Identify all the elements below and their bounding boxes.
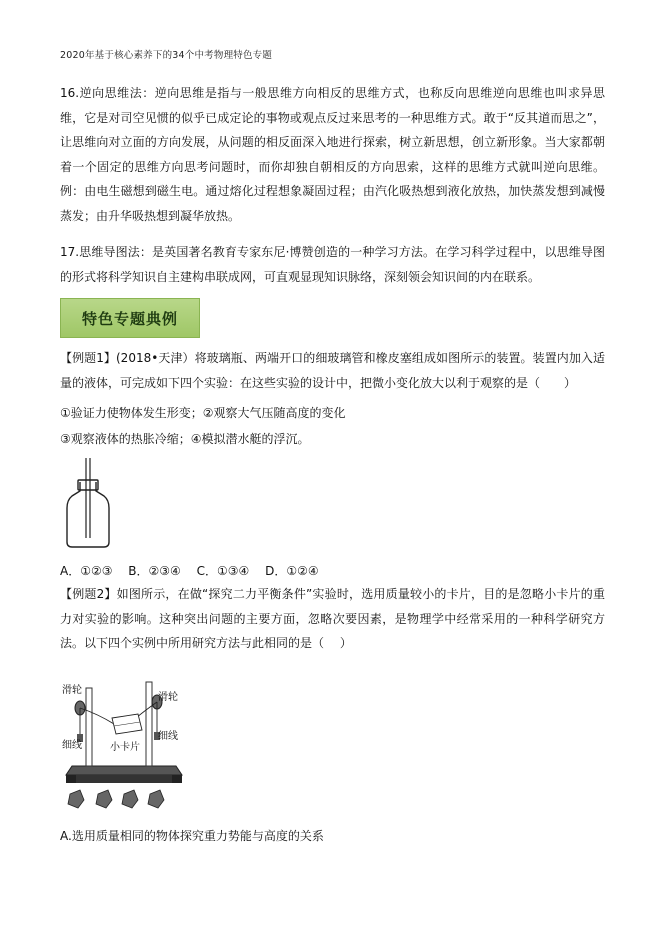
left-string xyxy=(80,708,114,734)
left-pole xyxy=(86,688,92,766)
right-pole xyxy=(146,682,152,766)
apparatus-base-front xyxy=(66,775,182,783)
example1-item-2: ③观察液体的热胀冷缩；④模拟潜水艇的浮沉。 xyxy=(60,432,310,446)
label-card: 小卡片 xyxy=(110,742,140,753)
example1-options: A．①②③ B．②③④ C．①③④ D．①②④ xyxy=(60,564,319,578)
example1-stem: 【例题1】(2018•天津）将玻璃瓶、两端开口的细玻璃管和橡皮塞组成如图所示的装置。装置内加入适量的液体，可完成如下四个实验：在这些实验的设计中，把微小变化放大以利于观察的是（ ） xyxy=(60,351,605,390)
bottle-figure xyxy=(58,458,118,550)
hook-weights xyxy=(68,790,164,808)
label-string-right: 细线 xyxy=(158,731,178,742)
label-pulley-right: 滑轮 xyxy=(158,692,178,703)
label-pulley-left: 滑轮 xyxy=(62,685,82,696)
example1-item-1: ①验证力使物体发生形变；②观察大气压随高度的变化 xyxy=(60,406,346,420)
label-string-left: 细线 xyxy=(62,740,82,751)
apparatus-base-top xyxy=(66,766,182,775)
paragraph-17: 17.思维导图法：是英国著名教育专家东尼·博赞创造的一种学习方法。在学习科学过程中，以思维导图的形式将科学知识自主建构串联成网，可直观显现知识脉络，深刻领会知识间的内在联系。 xyxy=(60,245,605,284)
section-banner: 特色专题典例 xyxy=(60,298,200,338)
example2-option-a: A.选用质量相同的物体探究重力势能与高度的关系 xyxy=(60,829,324,843)
example2-stem: 【例题2】如图所示，在做“探究二力平衡条件”实验时，选用质量较小的卡片，目的是忽略小卡片的重力对实验的影响。这种突出问题的主要方面，忽略次要因素，是物理学中经常采用的一种科学研究方法。以下四个实例中所用研究方法与此相同的是（ ） xyxy=(60,587,605,651)
paragraph-16: 16.逆向思维法：逆向思维是指与一般思维方向相反的思维方式，也称反向思维逆向思维也叫求异思维，它是对司空见惯的似乎已成定论的事物或观点反过来思考的一种思维方式。敢于“反其道而思之”，让思维向对立面的方向发展，从问题的相反面深入地进行探索，树立新思想，创立新形象。当大家都朝着一个固定的思维方向思考问题时，而你却独自朝相反的方向思索，这样的思维方式就叫逆向思维。例：由电生磁想到磁生电。通过熔化过程想象凝固过程；由汽化吸热想到液化放热，加快蒸发想到减慢蒸发；由升华吸热想到凝华放热。 xyxy=(60,86,605,223)
page-header: 2020年基于核心素养下的34个中考物理特色专题 xyxy=(60,50,273,61)
bottle-outline xyxy=(67,480,109,547)
glass-tube xyxy=(86,458,90,538)
